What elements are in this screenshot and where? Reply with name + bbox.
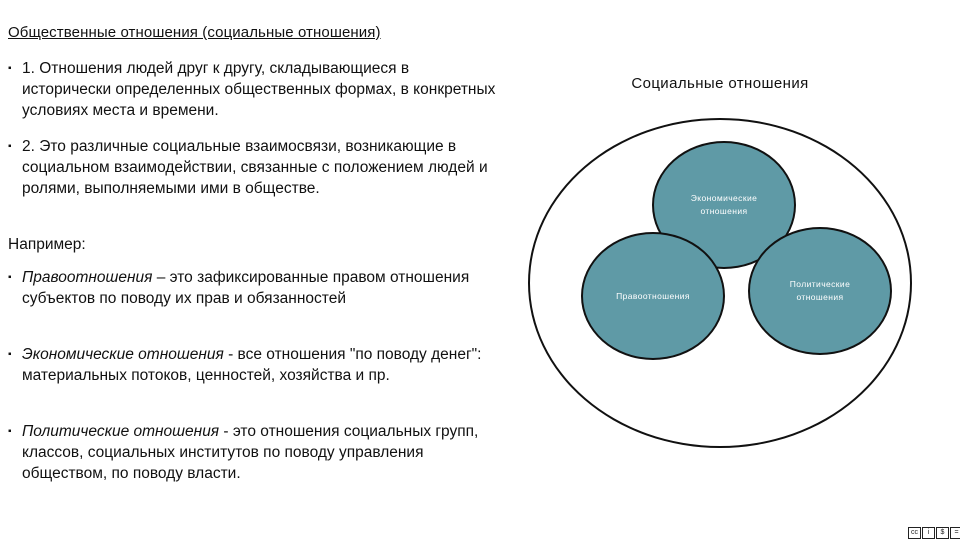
bullet-square-icon: ▪	[8, 141, 12, 152]
bullet-text-2: 2. Это различные социальные взаимосвязи, возникающие в социальном взаимодействии, связанные с положением людей и ролями, выполняемыми ими в обществе.	[22, 138, 488, 197]
bullet-item-2	[8, 136, 498, 199]
definition-text: - все отношения "по поводу денег": материальных потоков, ценностей, хозяйства и пр.	[22, 346, 482, 384]
definition-term: Правоотношения	[22, 269, 153, 286]
definition-text: - это отношения социальных групп, классов, социальных институтов по поводу управления обществом, по поводу власти.	[22, 423, 479, 482]
diagram-title: Социальные отношения	[631, 75, 809, 92]
definition-legal	[8, 267, 498, 309]
economic-relations-label: Экономические отношения	[690, 193, 758, 216]
definition-political	[8, 421, 498, 484]
bullet-text-1: 1. Отношения людей друг к другу, складывающиеся в исторически определенных общественных формах, в конкретных условиях места и времени.	[22, 60, 496, 119]
definition-term: Политические отношения	[22, 423, 220, 440]
bullet-square-icon: ▪	[8, 63, 12, 74]
bullet-item-1	[8, 58, 498, 121]
legal-relations-circle	[581, 232, 725, 360]
bullet-square-icon: ▪	[8, 272, 12, 283]
noderivs-icon: =	[950, 527, 960, 539]
political-relations-label: Политические отношения	[789, 279, 851, 302]
example-label: Например:	[8, 236, 86, 253]
definition-term: Экономические отношения	[22, 346, 224, 363]
attribution-icon: i	[922, 527, 935, 539]
bullet-square-icon: ▪	[8, 426, 12, 437]
political-relations-circle	[748, 227, 892, 355]
definition-text: – это зафиксированные правом отношения субъектов по поводу их прав и обязанностей	[22, 269, 470, 307]
cc-icon: cc	[908, 527, 921, 539]
license-badge	[908, 527, 960, 539]
definition-economic	[8, 344, 498, 386]
legal-relations-label: Правоотношения	[616, 290, 690, 301]
noncommercial-icon: $	[936, 527, 949, 539]
relations-diagram	[528, 118, 912, 448]
bullet-square-icon: ▪	[8, 349, 12, 360]
page-title: Общественные отношения (социальные отношения)	[8, 24, 381, 41]
